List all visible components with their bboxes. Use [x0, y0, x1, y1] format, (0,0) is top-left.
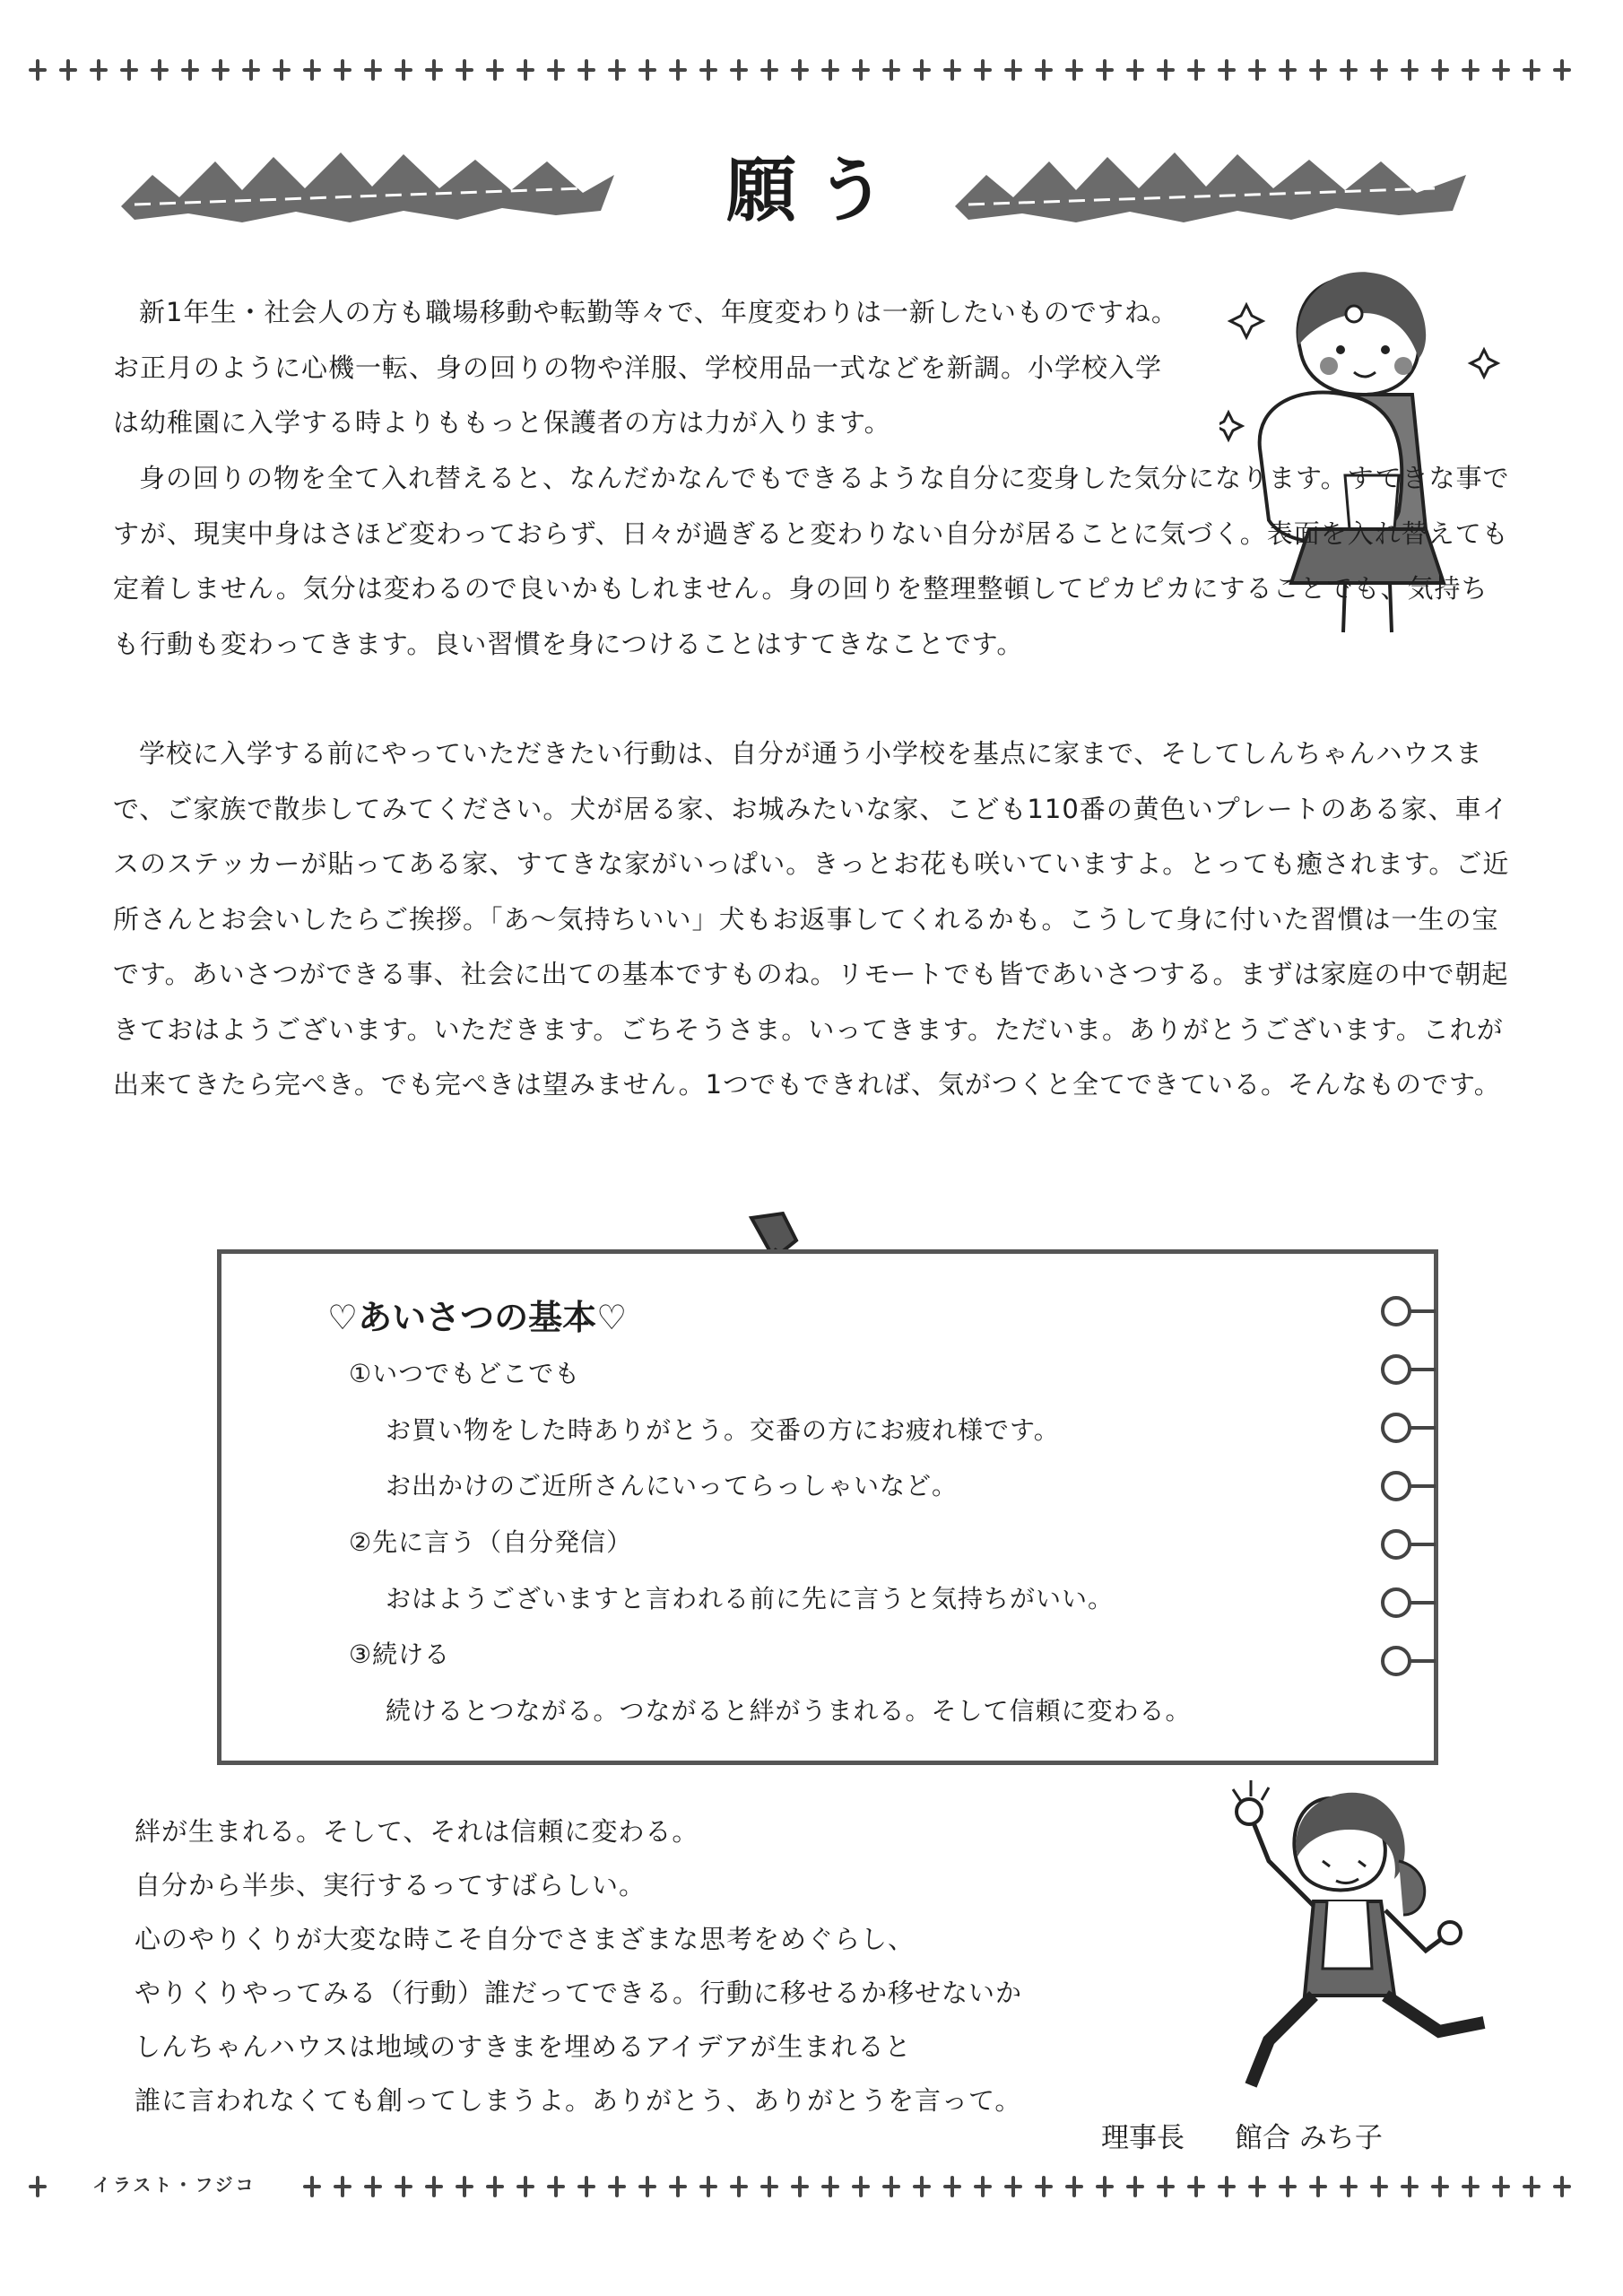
greeting-basics-card	[217, 1249, 1438, 1765]
closing-line-2: 自分から半歩、実行するってすばらしい。	[135, 1870, 647, 1900]
closing-line-4: やりくりやってみる（行動）誰だってできる。行動に移せるか移せないか	[135, 1978, 1023, 2008]
card-item-1-line-1: お買い物をした時ありがとう。交番の方にお疲れ様です。	[386, 1415, 1060, 1445]
card-item-1-heading: ①いつでもどこでも	[349, 1359, 581, 1388]
notebook-rings-decoration	[1376, 1292, 1448, 1704]
title-banner	[0, 126, 1623, 251]
card-item-3-line-1: 続けるとつながる。つながると絆がうまれる。そして信頼に変わる。	[386, 1696, 1192, 1726]
card-item-2-line-1: おはようございますと言われる前に先に言うと気持ちがいい。	[386, 1584, 1115, 1613]
paragraph-2: 身の回りの物を全て入れ替えると、なんだかなんでもできるような自分に変身した気分になります。すてきな事ですが、現実中身はさほど変わっておらず、日々が過ぎると変わりない自分が居ることに気づく。表面を入れ替えても定着しません。気分は変わるので良いかもしれません。身の回りを整理整頓してピカピカにすることでも、気持ちも行動も変わってきます。良い習慣を身につけることはすてきなことです。	[113, 463, 1510, 659]
card-item-1-line-2: お出かけのご近所さんにいってらっしゃいなど。	[386, 1471, 959, 1500]
closing-lines	[135, 1805, 1121, 2127]
page-title: 願う	[725, 151, 906, 231]
closing-line-3: 心のやりくりが大変な時こそ自分でさまざまな思考をめぐらし、	[135, 1924, 916, 1954]
signature-name: 館合 みち子	[1235, 2122, 1383, 2154]
running-woman-illustration	[1215, 1780, 1502, 2103]
paragraph-1: 新1年生・社会人の方も職場移動や転勤等々で、年度変わりは一新したいものですね。お正月のように心機一転、身の回りの物や洋服、学校用品一式などを新調。小学校入学は幼稚園に入学する時よりももっと保護者の方は力が入ります。	[113, 297, 1178, 438]
signature-role: 理事長	[1101, 2122, 1185, 2154]
card-title: ♡あいさつの基本♡	[327, 1298, 628, 1337]
signature	[1101, 2115, 1433, 2155]
closing-line-6: 誰に言われなくても創ってしまうよ。ありがとう、ありがとうを言って。	[135, 2085, 1022, 2116]
card-item-2-heading: ②先に言う（自分発信）	[349, 1527, 633, 1557]
paragraph-3: 学校に入学する前にやっていただきたい行動は、自分が通う小学校を基点に家まで、そしてしんちゃんハウスまで、ご家族で散歩してみてください。犬が居る家、お城みたいな家、こども110番の黄色いプレートのある家、車イスのステッカーが貼ってある家、すてきな家がいっぱい。きっとお花も咲いていますよ。とっても癒されます。ご近所さんとお会いしたらご挨拶。「あ～気持ちいい」犬もお返事してくれるかも。こうして身に付いた習慣は一生の宝です。あいさつができる事、社会に出ての基本ですものね。リモートでも皆であいさつする。まずは家庭の中で朝起きておはようございます。いただきます。ごちそうさま。いってきます。ただいま。ありがとうございます。これが出来てきたら完ぺき。でも完ぺきは望みません。1つでもできれば、気がつくと全てできている。そんなものです。	[113, 738, 1510, 1100]
left-scribble-decoration	[117, 126, 619, 233]
bottom-plus-border	[27, 2169, 1596, 2205]
illustration-credit: イラスト・フジコ	[92, 2174, 256, 2196]
closing-line-5: しんちゃんハウスは地域のすきまを埋めるアイデアが生まれると	[135, 2031, 912, 2062]
right-scribble-decoration	[950, 126, 1471, 233]
closing-line-1: 絆が生まれる。そして、それは信頼に変わる。	[135, 1816, 699, 1847]
top-plus-border	[27, 52, 1596, 88]
card-item-3-heading: ③続ける	[349, 1639, 451, 1669]
